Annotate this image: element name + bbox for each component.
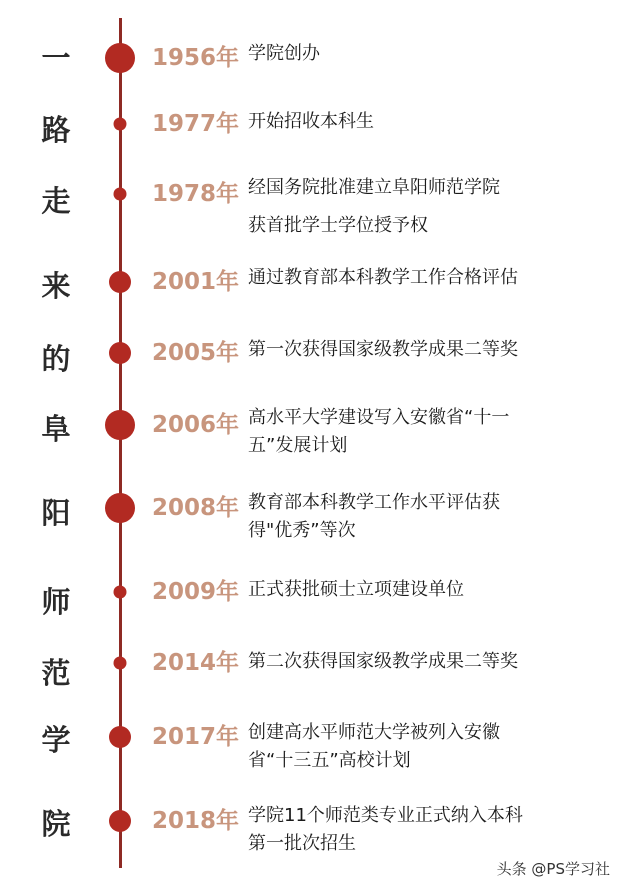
timeline-year: 2009年 <box>152 579 240 605</box>
timeline-description <box>248 404 588 460</box>
description-line: 创建高水平师范大学被列入安徽 <box>248 722 500 743</box>
timeline-year: 2005年 <box>152 340 240 366</box>
description-line: 学院创办 <box>248 43 320 64</box>
description-line: 高水平大学建设写入安徽省“十一 <box>248 407 510 428</box>
timeline-year: 2008年 <box>152 495 240 521</box>
timeline-year: 1978年 <box>152 181 240 207</box>
timeline-description <box>248 489 588 545</box>
timeline-dot <box>109 342 131 364</box>
timeline-year: 2018年 <box>152 808 240 834</box>
description-line: 通过教育部本科教学工作合格评估 <box>248 267 518 288</box>
timeline-dot <box>109 271 131 293</box>
title-char: 走 <box>41 184 71 218</box>
timeline-dot <box>105 410 135 440</box>
title-char: 范 <box>41 656 71 690</box>
timeline-description <box>248 40 588 68</box>
title-char: 学 <box>41 723 71 757</box>
timeline-dot <box>114 657 127 670</box>
timeline-dot <box>109 810 131 832</box>
timeline-dot <box>105 43 135 73</box>
timeline-description <box>248 174 588 240</box>
description-line: 正式获批硕士立项建设单位 <box>248 579 464 600</box>
timeline-year: 2017年 <box>152 724 240 750</box>
description-line: 获首批学士学位授予权 <box>248 215 428 236</box>
description-line: 省“十三五”高校计划 <box>248 750 411 771</box>
description-line: 得"优秀”等次 <box>248 520 356 541</box>
timeline-year: 2014年 <box>152 650 240 676</box>
timeline-dot <box>114 118 127 131</box>
description-line: 第二次获得国家级教学成果二等奖 <box>248 651 518 672</box>
timeline-description <box>248 802 588 858</box>
timeline-dot <box>109 726 131 748</box>
timeline-dot <box>105 493 135 523</box>
description-line: 学院11个师范类专业正式纳入本科 <box>248 805 523 826</box>
description-line: 经国务院批准建立阜阳师范学院 <box>248 177 500 198</box>
timeline-description <box>248 108 588 136</box>
timeline-description <box>248 719 588 775</box>
timeline-year: 2001年 <box>152 269 240 295</box>
title-char: 来 <box>41 269 71 303</box>
timeline-year: 1977年 <box>152 111 240 137</box>
timeline-year: 2006年 <box>152 412 240 438</box>
description-line: 开始招收本科生 <box>248 111 374 132</box>
title-char: 路 <box>41 113 71 147</box>
title-char: 师 <box>41 585 71 619</box>
description-line: 第一次获得国家级教学成果二等奖 <box>248 339 518 360</box>
title-char: 一 <box>41 41 71 75</box>
title-char: 阜 <box>41 412 71 446</box>
title-char: 阳 <box>41 496 71 530</box>
watermark: 头条 @PS学习社 <box>496 860 610 878</box>
description-line: 教育部本科教学工作水平评估获 <box>248 492 500 513</box>
timeline-description <box>248 336 588 364</box>
timeline-year: 1956年 <box>152 45 240 71</box>
timeline-description <box>248 576 588 604</box>
description-line: 五”发展计划 <box>248 435 348 456</box>
title-char: 的 <box>41 342 71 376</box>
timeline-dot <box>114 188 127 201</box>
timeline-dot <box>114 586 127 599</box>
title-char: 院 <box>41 807 71 841</box>
timeline-description <box>248 264 588 292</box>
vertical-title <box>0 0 100 891</box>
description-line: 第一批次招生 <box>248 833 356 854</box>
timeline-description <box>248 648 588 676</box>
